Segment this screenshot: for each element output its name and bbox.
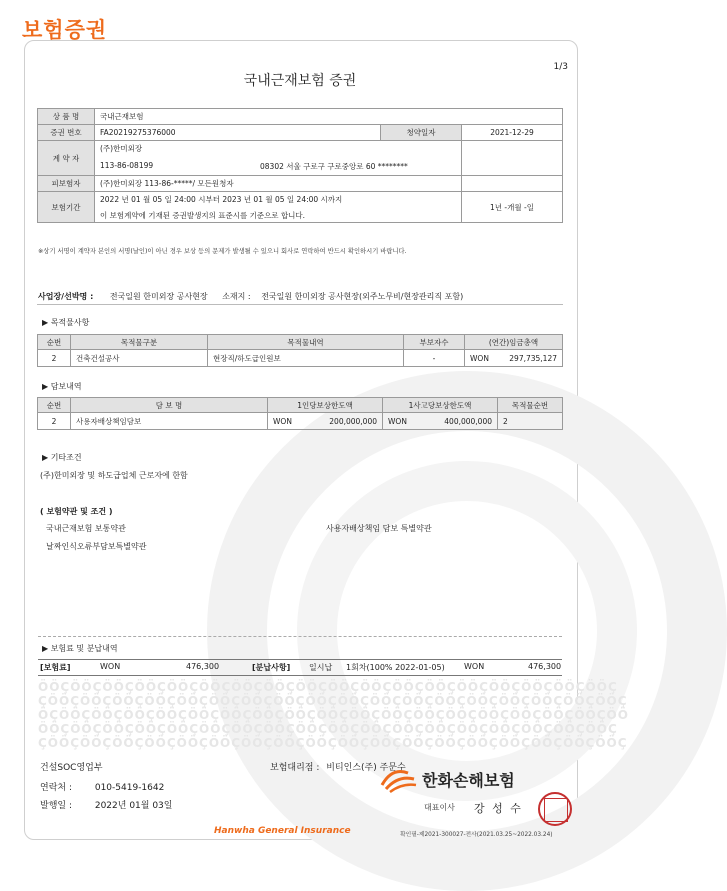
terms-item-1: 국내근재보험 보통약관 <box>46 524 126 533</box>
issue-value: 2022년 01월 03일 <box>94 801 173 811</box>
objects-count: - <box>404 350 465 367</box>
contractor-cell <box>95 141 462 176</box>
apply-date-label: 청약일자 <box>381 125 462 141</box>
coverage-name: 사용자배상책임담보 <box>71 413 268 430</box>
period-cell <box>95 192 462 223</box>
document-title: 국내근재보험 증권 <box>243 73 357 89</box>
period-value: 2022 년 01 월 05 일 24:00 시부터 2023 년 01 월 05 일 24:00 시까지 <box>100 194 343 204</box>
premium-currency: WON <box>100 662 121 671</box>
coverage-col-name: 담 보 명 <box>71 398 268 413</box>
site-addr: 전국일원 한미외장 공사현장(외주노무비/현장관리직 포함) <box>261 292 464 301</box>
issue-label: 발행일 : <box>40 801 72 811</box>
terms-item-3: 날짜인식오류부담보특별약관 <box>46 542 147 551</box>
installment-label: [분납사항] <box>252 663 291 672</box>
terms-title: ( 보험약관 및 조건 ) <box>40 507 113 516</box>
terms-item-2: 사용자배상책임 담보 특별약관 <box>326 524 432 533</box>
table-row <box>38 350 563 367</box>
objects-amount: 297,735,127 <box>509 353 557 363</box>
objects-currency: WON <box>470 353 489 363</box>
site-name: 전국일원 한미외장 공사현장 <box>109 292 208 301</box>
watermark-logo-inner <box>297 461 637 801</box>
installment-currency: WON <box>464 662 485 671</box>
signature-notice: ※상기 서명이 계약자 본인의 서명(날인)이 아닌 경우 보상 등의 문제가 발생될 수 있으니 회사로 연락하여 반드시 확인하시기 바랍니다. <box>38 248 407 255</box>
coverage-limit2-cell <box>383 413 498 430</box>
contractor-label: 계 약 자 <box>38 141 95 176</box>
company-name: 한화손해보험 <box>422 771 515 790</box>
installment-amount: 476,300 <box>528 662 562 671</box>
premium-row <box>38 659 562 676</box>
brand-english: Hanwha General Insurance <box>214 826 351 836</box>
coverage-col-limit2: 1사고당보상한도액 <box>383 398 498 413</box>
objects-detail: 현장직/하도급인원보 <box>208 350 404 367</box>
installment-detail: 1회차(100% 2022-01-05) <box>346 663 445 672</box>
company-seal-icon <box>538 792 572 826</box>
period-note: 이 보험계약에 기재된 증권발생지의 표준시를 기준으로 합니다. <box>100 210 306 220</box>
objects-col-type: 목적물구분 <box>71 335 208 350</box>
insured-value: (주)한미외장 113-86-*****/ 모든원청자 <box>95 176 462 192</box>
objects-type: 건축건설공사 <box>71 350 208 367</box>
product-value: 국내근재보험 <box>95 109 563 125</box>
premium-label: [보험료] <box>40 663 71 672</box>
contact-value: 010-5419-1642 <box>94 783 165 793</box>
coverage-no: 2 <box>38 413 71 430</box>
page-number: 1/3 <box>553 62 568 72</box>
coverage-obj: 2 <box>498 413 563 430</box>
policy-no-label: 증권 번호 <box>38 125 95 141</box>
contractor-bizno: 113-86-08199 <box>100 161 154 170</box>
site-line <box>38 291 463 302</box>
site-label: 사업장/선박명 : <box>38 292 94 301</box>
contact-line <box>40 780 164 793</box>
coverage-col-no: 순번 <box>38 398 71 413</box>
issue-line <box>40 798 172 811</box>
apply-date-value: 2021-12-29 <box>462 125 563 141</box>
agent-label: 보험대리점 : <box>270 763 320 773</box>
ceo-label: 대표이사 <box>424 803 455 812</box>
other-text: (주)한미외장 및 하도급업체 근로자에 한함 <box>40 471 188 480</box>
policy-no-value: FA20219275376000 <box>95 125 381 141</box>
coverage-cur2: WON <box>388 416 407 426</box>
department: 건설SOC영업부 <box>40 763 103 773</box>
objects-col-amount: (연간)임금총액 <box>465 335 563 350</box>
coverage-limit1-cell <box>268 413 383 430</box>
coverage-limit2: 400,000,000 <box>444 416 492 426</box>
security-pattern: ÖÖÇÖÖÇÖÖÇÖÖÇÖÖÇÖÖÇÖÖÇÖÖÇÖÖÇÖÖÇÖÖÇÖÖÇÖÖÇÖÖÇÖÖÇÖÖÇÖÖÇÖÖÇ ÇÖÖÇÖÖÇÖÖÇÖÖÇÖÖÇÖÖÇÖÖÇÖÖÇÖÖÇÖÖÇÖÖÇÖÖÇÖÖÇÖÖÇÖÖÇÖÖÇÖÖÇÖÖÇ ÖÇÖÖÇÖÖÇÖÖÇÖÖÇÖÖÇÖÖÇÖÖÇÖÖÇÖÖÇÖÖÇÖÖÇÖÖÇÖÖÇÖÖÇÖÖÇÖÖÇÖÖÇÖÖ ÖÖÇÖÖÇÖÖÇÖÖÇÖÖÇÖÖÇÖÖÇÖÖÇÖÖÇÖÖÇÖÖÇÖÖÇÖÖÇÖÖÇÖÖÇÖÖÇÖÖÇÖÖÇ ÇÖÖÇÖÖÇÖÖÇÖÖÇÖÖÇÖÖÇÖÖÇÖÖÇÖÖÇÖÖÇÖÖÇÖÖÇÖÖÇÖÖÇÖÖÇÖÖÇÖÖÇÖÖÇ <box>38 680 629 750</box>
premium-section-title: ▶ 보험료 및 분납내역 <box>42 644 118 653</box>
contact-label: 연락처 : <box>40 783 72 793</box>
contractor-address: 08302 서울 구로구 구로중앙로 60 ******** <box>260 162 408 171</box>
premium-amount: 476,300 <box>186 662 220 671</box>
ceo-name: 강 성 수 <box>474 802 523 815</box>
period-label: 보험기간 <box>38 192 95 223</box>
certification-text: 확인필-제2021-300027-전사(2021.03.25~2022.03.24) <box>400 832 553 838</box>
coverage-col-obj: 목적물순번 <box>498 398 563 413</box>
contractor-name: (주)한미외장 <box>100 144 143 153</box>
coverage-table <box>37 397 563 430</box>
objects-table <box>37 334 563 367</box>
objects-col-no: 순번 <box>38 335 71 350</box>
divider <box>37 304 563 305</box>
agent-value: 비티인스(주) 주문수 <box>326 763 406 773</box>
insured-empty <box>462 176 563 192</box>
objects-amount-cell <box>465 350 563 367</box>
objects-section-title: ▶ 목적물사항 <box>42 318 90 327</box>
period-length: 1년 -개월 -일 <box>462 192 563 223</box>
objects-col-count: 부보자수 <box>404 335 465 350</box>
objects-col-detail: 목적물내역 <box>208 335 404 350</box>
product-label: 상 품 명 <box>38 109 95 125</box>
coverage-cur1: WON <box>273 416 292 426</box>
policy-info-table <box>37 108 563 223</box>
other-section-title: ▶ 기타조건 <box>42 453 82 462</box>
objects-no: 2 <box>38 350 71 367</box>
site-addr-label: 소재지 : <box>222 292 251 301</box>
coverage-limit1: 200,000,000 <box>329 416 377 426</box>
brand-title: 보험증권 <box>22 18 108 42</box>
coverage-col-limit1: 1인당보상한도액 <box>268 398 383 413</box>
contractor-empty <box>462 141 563 176</box>
hanwha-logo-icon <box>378 765 418 793</box>
table-row <box>38 413 563 430</box>
installment-type: 일시납 <box>309 663 333 672</box>
coverage-section-title: ▶ 담보내역 <box>42 382 82 391</box>
dashed-divider <box>38 636 562 637</box>
insured-label: 피보험자 <box>38 176 95 192</box>
